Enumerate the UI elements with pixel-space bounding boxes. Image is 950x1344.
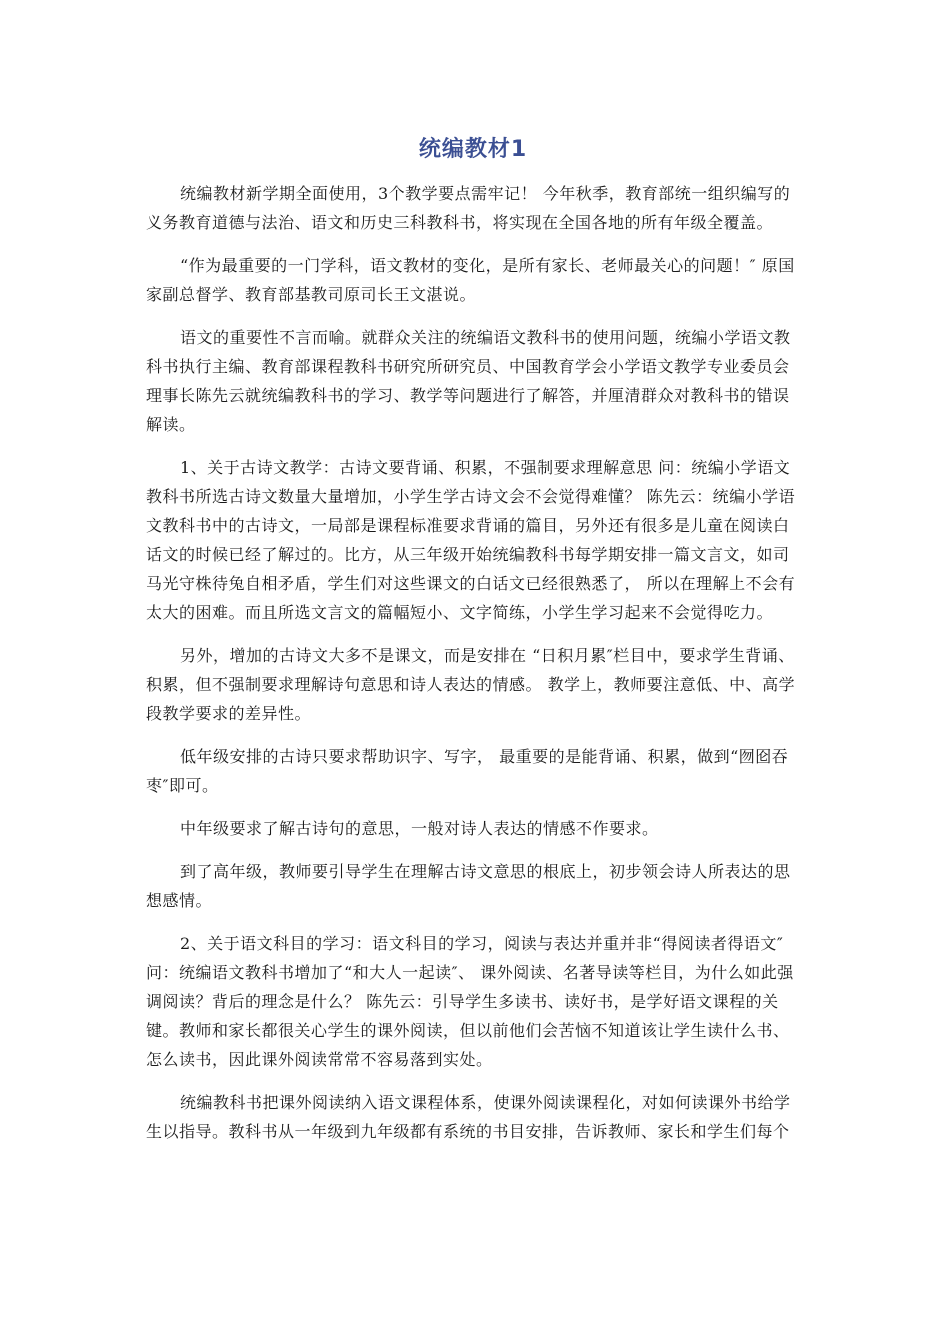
paragraph: 统编教材新学期全面使用，3个教学要点需牢记！ 今年秋季，教育部统一组织编写的义务教育道德与法治、语文和历史三科教科书，将实现在全国各地的所有年级全覆盖。 (146, 184, 791, 232)
paragraph: 另外，增加的古诗文大多不是课文，而是安排在 “日积月累″栏目中，要求学生背诵、积累，但不强制要求理解诗句意思和诗人表达的情感。 教学上，教师要注意低、中、高学段教学要求的差异性。 (146, 646, 796, 723)
paragraph: 语文的重要性不言而喻。就群众关注的统编语文教科书的使用问题，统编小学语文教科书执行主编、教育部课程教科书研究所研究员、中国教育学会小学语文教学专业委员会理事长陈先云就统编教科书的学习、教学等问题进行了解答，并厘清群众对教科书的错误解读。 (146, 328, 791, 434)
paragraph: 统编教科书把课外阅读纳入语文课程体系，使课外阅读课程化，对如何读课外书给学生以指导。教科书从一年级到九年级都有系统的书目安排，告诉教师、家长和学生们每个 (146, 1093, 791, 1141)
paragraph: 到了高年级，教师要引导学生在理解古诗文意思的根底上，初步领会诗人所表达的思想感情。 (146, 862, 791, 910)
paragraph: “作为最重要的一门学科，语文教材的变化，是所有家长、老师最关心的问题！″ 原国家副总督学、教育部基教司原司长王文湛说。 (146, 256, 795, 304)
paragraph: 2、关于语文科目的学习：语文科目的学习，阅读与表达并重并非“得阅读者得语文″ 问：统编语文教科书增加了“和大人一起读″、 课外阅读、名著导读等栏目，为什么如此强调阅读？背后的理念是什么？ 陈先云：引导学生多读书、读好书，是学好语文课程的关键。教师和家长都很关心学生的课外阅读，但以前他们会苦恼不知道该让学生读什么书、怎么读书，因此课外阅读常常不容易落到实处。 (146, 934, 794, 1069)
document-title: 统编教材1 (418, 137, 528, 162)
paragraph: 中年级要求了解古诗句的意思，一般对诗人表达的情感不作要求。 (180, 819, 659, 838)
paragraph: 低年级安排的古诗只要求帮助识字、写字， 最重要的是能背诵、积累，做到“囫囵吞枣″即可。 (146, 747, 789, 795)
paragraph: 1、关于古诗文教学：古诗文要背诵、积累，不强制要求理解意思 问：统编小学语文教科书所选古诗文数量大量增加，小学生学古诗文会不会觉得难懂？ 陈先云：统编小学语文教科书中的古诗文，一局部是课程标准要求背诵的篇目，另外还有很多是儿童在阅读白话文的时候已经了解过的。比方，从三年级开始统编教科书每学期安排一篇文言文，如司马光守株待兔自相矛盾，学生们对这些课文的白话文已经很熟悉了， 所以在理解上不会有太大的困难。而且所选文言文的篇幅短小、文字简练，小学生学习起来不会觉得吃力。 (146, 458, 796, 622)
